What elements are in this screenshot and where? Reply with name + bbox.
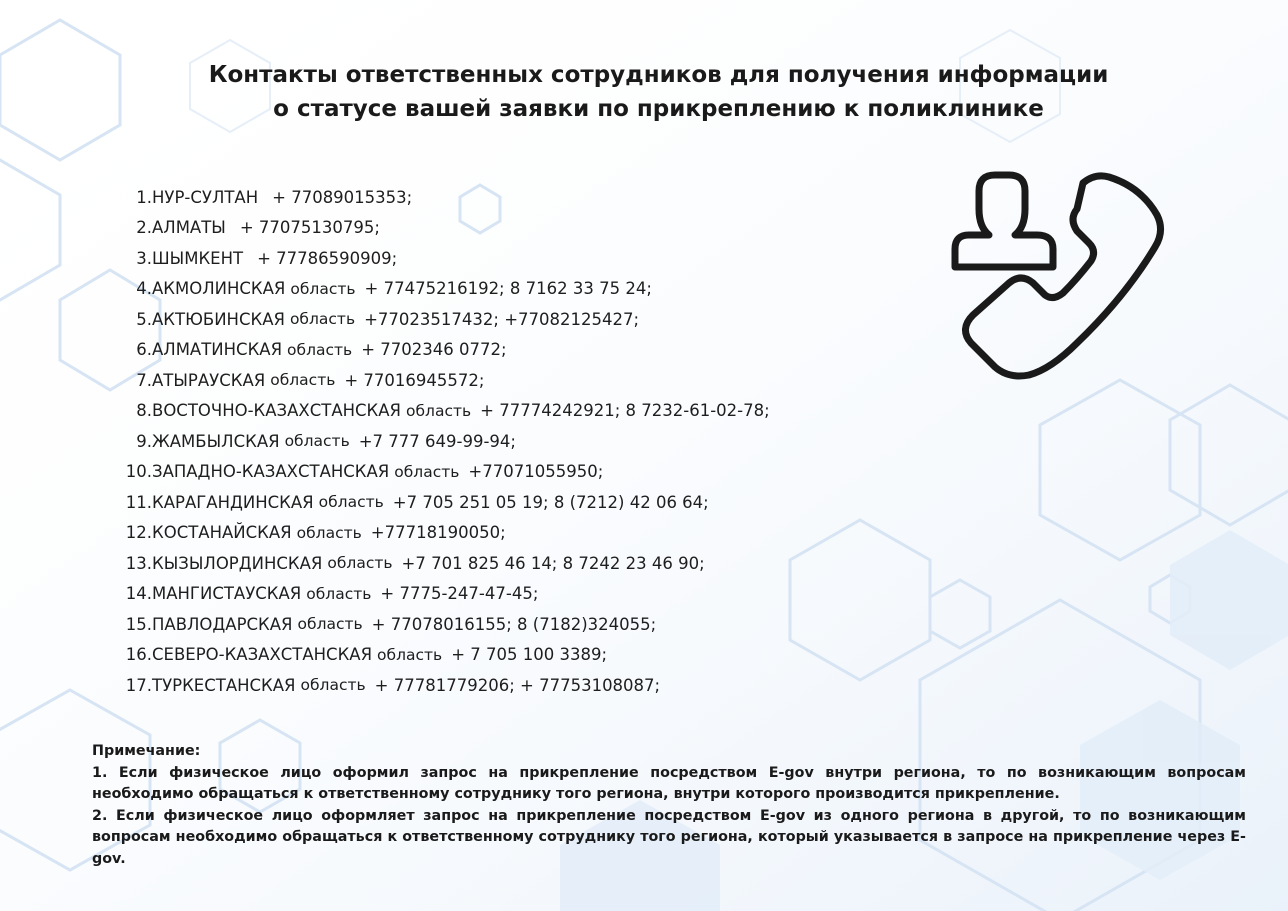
phone-numbers: + 77078016155; 8 (7182)324055; bbox=[371, 614, 657, 634]
region-name: МАНГИСТАУСКАЯ bbox=[152, 584, 302, 604]
item-number: 11. bbox=[125, 492, 152, 512]
note-block bbox=[92, 741, 1246, 870]
region-suffix: область bbox=[290, 279, 356, 298]
phone-numbers: + 77075130795; bbox=[239, 218, 380, 238]
item-number: 10. bbox=[125, 462, 152, 482]
region-suffix: область bbox=[297, 615, 363, 634]
item-number: 4. bbox=[136, 279, 152, 299]
item-number: 17. bbox=[125, 675, 152, 695]
phone-numbers: +7 705 251 05 19; 8 (7212) 42 06 64; bbox=[392, 492, 709, 512]
item-number: 5. bbox=[136, 309, 152, 329]
list-item bbox=[100, 396, 770, 427]
list-item bbox=[100, 487, 770, 518]
list-item bbox=[100, 457, 770, 488]
region-name: ТУРКЕСТАНСКАЯ bbox=[152, 675, 296, 695]
region-name: АТЫРАУСКАЯ bbox=[152, 370, 266, 390]
list-item bbox=[100, 213, 770, 244]
item-number: 15. bbox=[125, 614, 152, 634]
item-number: 14. bbox=[125, 584, 152, 604]
phone-numbers: + 77781779206; + 77753108087; bbox=[374, 675, 661, 695]
region-name: АКМОЛИНСКАЯ bbox=[152, 279, 286, 299]
phone-numbers: +77023517432; +77082125427; bbox=[364, 309, 640, 329]
region-name: ШЫМКЕНТ bbox=[152, 248, 244, 268]
item-number: 16. bbox=[125, 645, 152, 665]
phone-numbers: + 77016945572; bbox=[344, 370, 485, 390]
phone-numbers: + 77475216192; 8 7162 33 75 24; bbox=[364, 279, 652, 299]
region-name: КАРАГАНДИНСКАЯ bbox=[152, 492, 314, 512]
contact-list bbox=[100, 182, 770, 701]
region-name: КЫЗЫЛОРДИНСКАЯ bbox=[152, 553, 323, 573]
item-number: 1. bbox=[136, 187, 152, 207]
note-item: 2. Если физическое лицо оформляет запрос на прикрепление посредством E-gov из одного региона в другой, то по возникающим вопросам необходимо обращаться к ответственному сотруднику того региона, который указывается в запросе на прикрепление через E-gov. bbox=[92, 807, 1246, 867]
phone-numbers: +77071055950; bbox=[468, 462, 604, 482]
list-item bbox=[100, 670, 770, 701]
list-item bbox=[100, 365, 770, 396]
region-name: АКТЮБИНСКАЯ bbox=[152, 309, 285, 329]
region-suffix: область bbox=[296, 523, 362, 542]
page-title: Контакты ответственных сотрудников для получения информации о статусе вашей заявки по прикреплению к поликлинике bbox=[208, 62, 1109, 122]
region-suffix: область bbox=[318, 493, 384, 512]
item-number: 2. bbox=[136, 218, 152, 238]
region-suffix: область bbox=[287, 340, 353, 359]
region-suffix: область bbox=[289, 310, 356, 329]
note-item: 1. Если физическое лицо оформил запрос на прикрепление посредством E-gov внутри региона, то по возникающим вопросам необходимо обращаться к ответственному сотруднику того региона, внутри которого производится прикрепление. bbox=[92, 764, 1246, 802]
region-name: НУР-СУЛТАН bbox=[152, 187, 259, 207]
region-name: ЖАМБЫЛСКАЯ bbox=[152, 431, 280, 451]
region-suffix: область bbox=[270, 371, 336, 390]
region-suffix: область bbox=[406, 401, 472, 420]
region-name: АЛМАТИНСКАЯ bbox=[152, 340, 283, 360]
region-suffix: область bbox=[284, 432, 350, 451]
list-item bbox=[100, 426, 770, 457]
list-item bbox=[100, 609, 770, 640]
phone-numbers: + 77089015353; bbox=[272, 187, 413, 207]
list-item bbox=[100, 304, 770, 335]
item-number: 13. bbox=[125, 553, 152, 573]
note-label: Примечание: bbox=[92, 743, 201, 759]
region-suffix: область bbox=[306, 584, 372, 603]
region-name: КОСТАНАЙСКАЯ bbox=[152, 523, 292, 543]
phone-numbers: +7 701 825 46 14; 8 7242 23 46 90; bbox=[401, 553, 705, 573]
list-item bbox=[100, 335, 770, 366]
phone-numbers: + 77786590909; bbox=[257, 248, 398, 268]
list-item bbox=[100, 640, 770, 671]
item-number: 6. bbox=[136, 340, 152, 360]
item-number: 12. bbox=[125, 523, 152, 543]
item-number: 9. bbox=[136, 431, 152, 451]
region-suffix: область bbox=[394, 462, 460, 481]
item-number: 8. bbox=[136, 401, 152, 421]
region-name: ЗАПАДНО-КАЗАХСТАНСКАЯ bbox=[152, 462, 390, 482]
list-item bbox=[100, 579, 770, 610]
region-name: ПАВЛОДАРСКАЯ bbox=[152, 614, 293, 634]
region-name: СЕВЕРО-КАЗАХСТАНСКАЯ bbox=[152, 645, 373, 665]
phone-numbers: +77718190050; bbox=[370, 523, 506, 543]
list-item bbox=[100, 243, 770, 274]
person-phone-icon bbox=[945, 165, 1173, 385]
phone-numbers: + 7702346 0772; bbox=[361, 340, 507, 360]
region-suffix: область bbox=[377, 645, 443, 664]
list-item bbox=[100, 182, 770, 213]
item-number: 3. bbox=[136, 248, 152, 268]
list-item bbox=[100, 548, 770, 579]
region-suffix: область bbox=[327, 554, 393, 573]
list-item bbox=[100, 518, 770, 549]
region-suffix: область bbox=[300, 676, 366, 695]
item-number: 7. bbox=[136, 370, 152, 390]
phone-numbers: + 7 705 100 3389; bbox=[451, 645, 608, 665]
phone-numbers: + 7775-247-47-45; bbox=[380, 584, 539, 604]
region-name: АЛМАТЫ bbox=[152, 218, 226, 238]
phone-numbers: + 77774242921; 8 7232-61-02-78; bbox=[480, 401, 770, 421]
region-name: ВОСТОЧНО-КАЗАХСТАНСКАЯ bbox=[152, 401, 402, 421]
list-item bbox=[100, 274, 770, 305]
phone-numbers: +7 777 649-99-94; bbox=[358, 431, 516, 451]
